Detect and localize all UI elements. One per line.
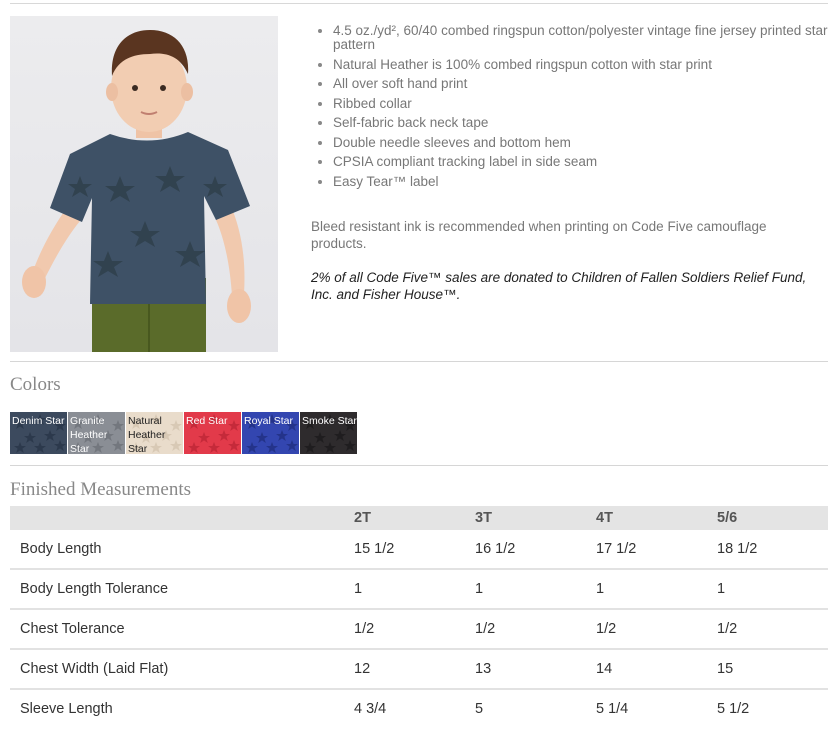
swatch-label: Natural Heather Star	[128, 415, 166, 454]
color-swatch[interactable]	[126, 412, 183, 454]
table-cell: 1	[596, 569, 717, 609]
feature-item: • Self-fabric back neck tape	[333, 116, 831, 130]
top-divider	[10, 3, 828, 4]
color-swatch[interactable]	[10, 412, 67, 454]
table-cell: 18 1/2	[717, 530, 828, 569]
table-cell: 12	[354, 649, 475, 689]
table-cell: 15 1/2	[354, 530, 475, 569]
column-header: 4T	[596, 506, 717, 530]
feature-item: • Easy Tear™ label	[333, 175, 831, 189]
feature-item: • CPSIA compliant tracking label in side seam	[333, 155, 831, 169]
feature-item: • Ribbed collar	[333, 97, 831, 111]
table-cell: 5 1/2	[717, 701, 750, 717]
table-cell: 15	[717, 649, 828, 689]
color-swatch[interactable]	[242, 412, 299, 454]
column-header: 5/6	[717, 506, 828, 530]
feature-item: • Natural Heather is 100% combed ringspun cotton with star print	[333, 58, 831, 72]
measurements-table	[10, 506, 828, 728]
color-swatch[interactable]	[184, 412, 241, 454]
feature-list	[313, 24, 831, 194]
table-header-row	[10, 506, 828, 530]
table-row	[10, 569, 828, 609]
feature-item: • All over soft hand print	[333, 77, 831, 91]
swatch-label: Smoke Star	[302, 415, 357, 427]
colors-title: Colors	[10, 374, 61, 395]
color-swatch[interactable]	[68, 412, 125, 454]
row-label: Body Length Tolerance	[10, 569, 354, 609]
table-cell: 13	[475, 649, 596, 689]
swatch-label: Red Star	[186, 415, 228, 427]
table-cell: 14	[596, 649, 717, 689]
table-cell: 5	[475, 701, 484, 717]
section-divider	[10, 465, 828, 466]
table-cell: 1/2	[354, 609, 475, 649]
feature-item: • Double needle sleeves and bottom hem	[333, 136, 831, 150]
table-cell: 1	[717, 569, 828, 609]
color-swatches	[10, 412, 358, 454]
table-row	[10, 530, 828, 569]
feature-item: • 4.5 oz./yd², 60/40 combed ringspun cotton/polyester vintage fine jersey printed star pattern	[333, 24, 831, 52]
table-cell: 17 1/2	[596, 530, 717, 569]
table-cell: 5 1/4	[596, 701, 629, 717]
table-cell: 1	[475, 569, 596, 609]
bleed-note: Bleed resistant ink is recommended when printing on Code Five camouflage products.	[311, 219, 767, 251]
table-cell: 1/2	[475, 609, 596, 649]
table-cell: 1/2	[596, 609, 717, 649]
swatch-label: Denim Star	[12, 415, 65, 427]
donation-note: 2% of all Code Five™ sales are donated to Children of Fallen Soldiers Relief Fund, Inc. and Fisher House™.	[311, 270, 807, 302]
row-label: Sleeve Length	[20, 701, 113, 717]
table-cell: 16 1/2	[475, 530, 596, 569]
column-header	[10, 506, 354, 530]
toddler-tshirt-illustration	[10, 16, 278, 352]
row-label: Chest Tolerance	[10, 609, 354, 649]
table-cell: 1/2	[717, 609, 828, 649]
table-row	[10, 609, 828, 649]
product-photo	[10, 16, 278, 352]
color-swatch[interactable]	[300, 412, 357, 454]
swatch-label: Granite Heather Star	[70, 415, 108, 454]
measurements-title: Finished Measurements	[10, 479, 192, 500]
section-divider	[10, 361, 828, 362]
column-header: 2T	[354, 506, 475, 530]
row-label: Body Length	[10, 530, 354, 569]
table-cell: 1	[354, 569, 475, 609]
swatch-label: Royal Star	[244, 415, 294, 427]
row-label: Chest Width (Laid Flat)	[10, 649, 354, 689]
table-cell: 4 3/4	[354, 701, 387, 717]
table-row	[10, 649, 828, 689]
table-row	[10, 689, 828, 728]
column-header: 3T	[475, 506, 596, 530]
